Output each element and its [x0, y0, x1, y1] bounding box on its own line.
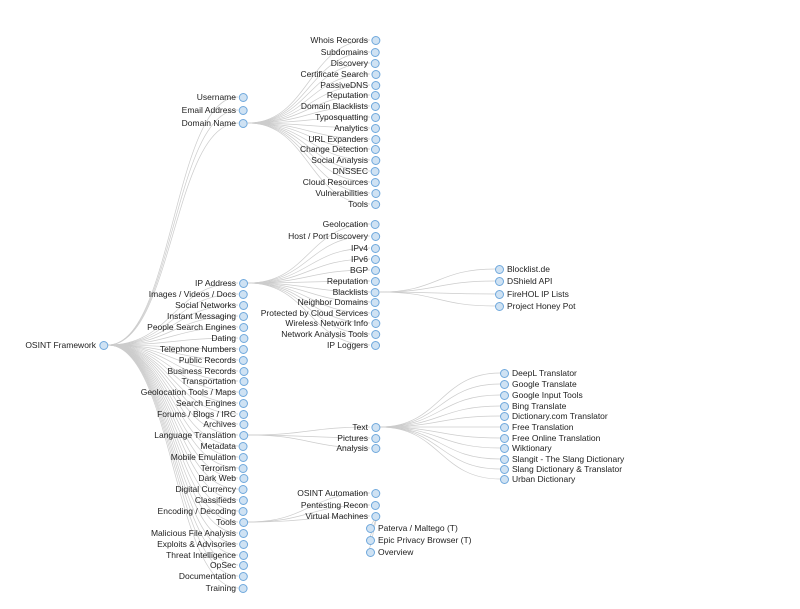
node-circle-icon[interactable]: [371, 444, 380, 453]
tree-node-label: OpSec: [210, 560, 236, 570]
node-circle-icon[interactable]: [500, 412, 509, 421]
node-circle-icon[interactable]: [239, 507, 248, 516]
node-circle-icon[interactable]: [500, 369, 509, 378]
tree-node-label: Mobile Emulation: [170, 452, 236, 462]
tree-node-label: Bing Translate: [512, 401, 567, 411]
tree-node-label: Vulnerabilities: [315, 188, 368, 198]
node-circle-icon[interactable]: [239, 312, 248, 321]
tree-node-label: Classifieds: [194, 495, 236, 505]
tree-node-label: Tools: [348, 199, 368, 209]
tree-node-label: Analytics: [333, 123, 368, 133]
tree-node-label: Typosquatting: [315, 112, 368, 122]
node-circle-icon[interactable]: [371, 59, 380, 68]
tree-node-label: Overview: [378, 547, 414, 557]
tree-node-label: Free Translation: [512, 422, 574, 432]
node-circle-icon[interactable]: [239, 356, 248, 365]
node-circle-icon[interactable]: [371, 266, 380, 275]
node-circle-icon[interactable]: [371, 167, 380, 176]
node-circle-icon[interactable]: [371, 48, 380, 57]
tree-node-toolsdomain[interactable]: [348, 198, 380, 210]
tree-node-label: Digital Currency: [175, 484, 236, 494]
tree-node-label: Dating: [211, 333, 236, 343]
node-circle-icon[interactable]: [371, 319, 380, 328]
tree-node-label: Protected by Cloud Services: [260, 308, 368, 318]
tree-node-label: Social Analysis: [311, 155, 368, 165]
node-circle-icon[interactable]: [371, 70, 380, 79]
tree-node-label: Reputation: [326, 276, 368, 286]
tree-node-label: Project Honey Pot: [507, 301, 576, 311]
tree-node-label: Telephone Numbers: [159, 344, 236, 354]
tree-node-label: Archives: [203, 419, 236, 429]
tree-node-label: Certificate Search: [300, 69, 368, 79]
node-circle-icon[interactable]: [371, 124, 380, 133]
tree-node-label: Metadata: [200, 441, 236, 451]
node-circle-icon[interactable]: [371, 189, 380, 198]
node-circle-icon[interactable]: [495, 277, 504, 286]
tree-node-analysis[interactable]: [336, 442, 380, 454]
tree-node-label: Cloud Resources: [302, 177, 368, 187]
node-circle-icon[interactable]: [239, 561, 248, 570]
tree-node-label: Free Online Translation: [512, 433, 601, 443]
node-circle-icon[interactable]: [371, 36, 380, 45]
tree-node-label: Analysis: [336, 443, 368, 453]
node-circle-icon[interactable]: [239, 279, 248, 288]
tree-node-dshieldapi[interactable]: [495, 275, 552, 287]
tree-node-paterva[interactable]: [366, 522, 458, 534]
tree-node-label: IP Loggers: [327, 340, 368, 350]
tree-node-honeypot[interactable]: [495, 300, 576, 312]
node-circle-icon[interactable]: [239, 301, 248, 310]
tree-node-label: Exploits & Advisories: [157, 539, 236, 549]
node-circle-icon[interactable]: [371, 489, 380, 498]
node-circle-icon[interactable]: [371, 156, 380, 165]
tree-node-label: Host / Port Discovery: [288, 231, 368, 241]
tree-node-label: People Search Engines: [147, 322, 236, 332]
node-circle-icon[interactable]: [500, 475, 509, 484]
node-circle-icon[interactable]: [371, 145, 380, 154]
tree-node-label: Blacklists: [332, 287, 368, 297]
tree-node-label: Text: [352, 422, 368, 432]
tree-node-label: Slangit - The Slang Dictionary: [512, 454, 625, 464]
tree-node-label: Whois Records: [310, 35, 368, 45]
node-circle-icon[interactable]: [239, 518, 248, 527]
node-circle-icon[interactable]: [239, 431, 248, 440]
tree-node-label: Google Input Tools: [512, 390, 583, 400]
node-circle-icon[interactable]: [495, 290, 504, 299]
node-circle-icon[interactable]: [239, 572, 248, 581]
node-circle-icon[interactable]: [371, 220, 380, 229]
tree-node-label: IP Address: [195, 278, 236, 288]
node-circle-icon[interactable]: [239, 334, 248, 343]
tree-node-label: Documentation: [178, 571, 236, 581]
node-circle-icon[interactable]: [495, 302, 504, 311]
node-circle-icon[interactable]: [239, 377, 248, 386]
tree-node-label: Instant Messaging: [167, 311, 236, 321]
tree-node-label: Epic Privacy Browser (T): [378, 535, 472, 545]
tree-node-label: Dictionary.com Translator: [512, 411, 608, 421]
tree-node-geolocation[interactable]: [323, 218, 380, 230]
tree-node-osintautomation[interactable]: [297, 487, 380, 499]
node-circle-icon[interactable]: [371, 178, 380, 187]
tree-node-root[interactable]: [25, 339, 108, 351]
tree-node-label: Images / Videos / Docs: [148, 289, 236, 299]
tree-node-label: Domain Blacklists: [300, 101, 368, 111]
node-circle-icon[interactable]: [371, 232, 380, 241]
node-circle-icon[interactable]: [239, 442, 248, 451]
tree-node-label: Geolocation: [322, 219, 368, 229]
node-circle-icon[interactable]: [500, 391, 509, 400]
tree-node-label: Neighbor Domains: [297, 297, 368, 307]
tree-node-label: Change Detection: [299, 144, 368, 154]
tree-node-label: Subdomains: [320, 47, 368, 57]
tree-node-label: IPv6: [350, 254, 368, 264]
tree-node-documentation[interactable]: [179, 570, 248, 582]
node-circle-icon[interactable]: [371, 330, 380, 339]
tree-node-epicbrowser[interactable]: [366, 534, 472, 546]
tree-node-domain[interactable]: [182, 117, 248, 129]
tree-node-label: Terrorism: [200, 463, 236, 473]
tree-node-label: Transportation: [181, 376, 236, 386]
node-circle-icon[interactable]: [239, 119, 248, 128]
tree-node-label: IPv4: [350, 243, 368, 253]
tree-node-label: Training: [205, 583, 236, 593]
tree-node-overview[interactable]: [366, 546, 413, 558]
tree-node-label: Pentesting Recon: [300, 500, 368, 510]
node-circle-icon[interactable]: [239, 453, 248, 462]
node-circle-icon[interactable]: [371, 255, 380, 264]
tree-node-label: Paterva / Maltego (T): [378, 523, 458, 533]
tree-node-whois[interactable]: [310, 34, 380, 46]
node-circle-icon[interactable]: [371, 200, 380, 209]
node-circle-icon[interactable]: [99, 341, 108, 350]
tree-node-blocklistde[interactable]: [495, 263, 550, 275]
tree-node-label: DShield API: [507, 276, 553, 286]
tree-node-label: Virtual Machines: [305, 511, 368, 521]
tree-node-label: Forums / Blogs / IRC: [157, 409, 236, 419]
tree-node-label: Reputation: [326, 90, 368, 100]
node-circle-icon[interactable]: [371, 277, 380, 286]
tree-node-label: DNSSEC: [332, 166, 368, 176]
tree-node-label: Public Records: [178, 355, 236, 365]
tree-node-label: FireHOL IP Lists: [507, 289, 569, 299]
node-circle-icon[interactable]: [366, 548, 375, 557]
node-circle-icon[interactable]: [371, 512, 380, 521]
tree-node-label: Slang Dictionary & Translator: [512, 464, 623, 474]
tree-node-urbandict[interactable]: [500, 473, 575, 485]
node-circle-icon[interactable]: [239, 496, 248, 505]
node-circle-icon[interactable]: [371, 91, 380, 100]
tree-node-label: PassiveDNS: [320, 80, 368, 90]
node-circle-icon[interactable]: [500, 380, 509, 389]
node-circle-icon[interactable]: [239, 290, 248, 299]
node-circle-icon[interactable]: [239, 345, 248, 354]
tree-node-iploggers[interactable]: [327, 339, 380, 351]
tree-node-label: Language Translation: [154, 430, 236, 440]
tree-node-label: Google Translate: [512, 379, 577, 389]
tree-node-label: Urban Dictionary: [512, 474, 576, 484]
node-circle-icon[interactable]: [371, 341, 380, 350]
node-circle-icon[interactable]: [371, 298, 380, 307]
tree-node-label: Tools: [216, 517, 236, 527]
node-circle-icon[interactable]: [239, 584, 248, 593]
tree-node-training[interactable]: [206, 582, 248, 594]
tree-node-firehol[interactable]: [495, 288, 569, 300]
node-circle-icon[interactable]: [239, 529, 248, 538]
tree-node-label: Wiktionary: [512, 443, 552, 453]
tree-node-label: Domain Name: [181, 118, 236, 128]
tree-node-hostport[interactable]: [288, 230, 380, 242]
tree-node-label: Business Records: [167, 366, 236, 376]
tree-node-label: BGP: [350, 265, 368, 275]
node-circle-icon[interactable]: [366, 536, 375, 545]
tree-node-label: Geolocation Tools / Maps: [140, 387, 236, 397]
tree-node-label: Network Analysis Tools: [281, 329, 368, 339]
tree-node-virtualmachines[interactable]: [305, 510, 380, 522]
node-circle-icon[interactable]: [371, 423, 380, 432]
node-circle-icon[interactable]: [239, 474, 248, 483]
tree-node-label: OSINT Automation: [297, 488, 368, 498]
node-circle-icon[interactable]: [500, 423, 509, 432]
node-circle-icon[interactable]: [239, 540, 248, 549]
tree-node-label: OSINT Framework: [25, 340, 96, 350]
node-circle-icon[interactable]: [371, 501, 380, 510]
tree-node-label: Blocklist.de: [507, 264, 550, 274]
node-circle-icon[interactable]: [239, 106, 248, 115]
node-circle-icon[interactable]: [239, 323, 248, 332]
tree-node-label: Search Engines: [175, 398, 236, 408]
node-circle-icon[interactable]: [239, 399, 248, 408]
tree-node-label: Username: [196, 92, 236, 102]
node-circle-icon[interactable]: [239, 485, 248, 494]
tree-node-label: URL Expanders: [308, 134, 368, 144]
tree-node-label: Social Networks: [175, 300, 236, 310]
node-circle-icon[interactable]: [495, 265, 504, 274]
node-circle-icon[interactable]: [239, 388, 248, 397]
tree-node-label: Dark Web: [198, 473, 236, 483]
tree-node-label: Wireless Network Info: [285, 318, 368, 328]
tree-node-label: Malicious File Analysis: [150, 528, 236, 538]
node-circle-icon[interactable]: [371, 244, 380, 253]
tree-node-label: DeepL Translator: [512, 368, 577, 378]
tree-node-label: Encoding / Decoding: [157, 506, 236, 516]
tree-node-label: Threat Intelligence: [166, 550, 236, 560]
node-circle-icon[interactable]: [371, 102, 380, 111]
node-circle-icon[interactable]: [239, 420, 248, 429]
node-circle-icon[interactable]: [366, 524, 375, 533]
tree-node-label: Discovery: [330, 58, 368, 68]
tree-node-username[interactable]: [197, 91, 248, 103]
node-circle-icon[interactable]: [371, 113, 380, 122]
node-circle-icon[interactable]: [500, 444, 509, 453]
tree-node-label: Email Address: [181, 105, 236, 115]
tree-node-email[interactable]: [182, 104, 248, 116]
node-circle-icon[interactable]: [239, 93, 248, 102]
tree-node-label: Pictures: [337, 433, 368, 443]
